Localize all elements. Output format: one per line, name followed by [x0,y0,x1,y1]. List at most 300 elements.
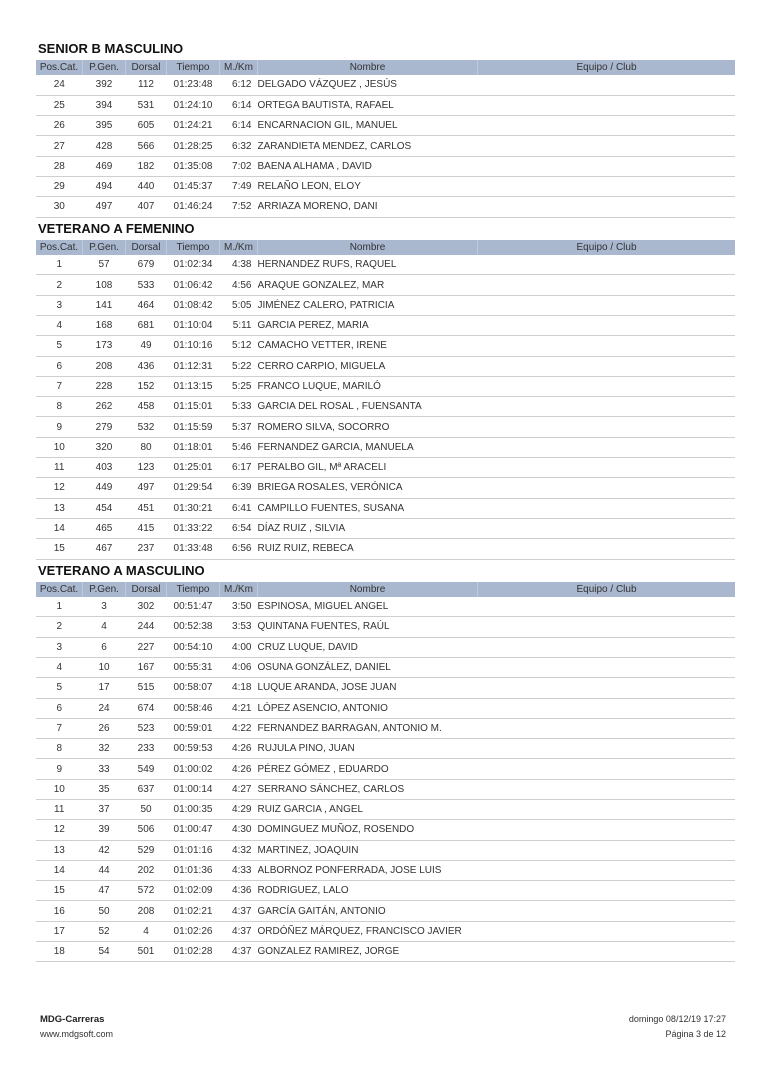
cell-tiempo: 01:02:21 [173,905,213,917]
cell-dorsal: 501 [137,946,155,958]
table-header-row [36,582,735,597]
cell-p-gen: 228 [95,381,113,392]
cell-dorsal: 572 [137,885,155,897]
cell-equipo [478,176,736,196]
cell-equipo [478,820,736,840]
cell-nombre: RODRIGUEZ, LALO [257,885,349,897]
cell-m-km: 6:12 [232,79,252,91]
cell-m-km: 4:06 [232,662,252,674]
cell-p-gen: 465 [95,523,113,535]
cell-dorsal: 458 [137,401,155,413]
cell-pos-cat: 12 [53,824,65,836]
cell-m-km: 4:21 [232,702,252,714]
cell-nombre: PERALBO GIL, Mª ARACELI [257,462,387,474]
table-row [36,881,735,901]
cell-nombre: CRUZ LUQUE, DAVID [257,641,358,653]
cell-dorsal: 302 [137,600,155,612]
cell-dorsal: 49 [140,340,152,352]
cell-tiempo: 01:46:24 [173,201,213,213]
table-row [36,759,735,779]
cell-tiempo: 01:02:34 [173,258,213,270]
cell-nombre: ARAQUE GONZALEZ, MAR [257,279,385,291]
table-row [36,637,735,657]
cell-pos-cat: 14 [53,865,65,877]
cell-m-km: 5:46 [232,441,252,453]
cell-tiempo: 01:00:14 [173,783,213,795]
cell-nombre: PÉREZ GÓMEZ , EDUARDO [257,763,389,775]
cell-m-km: 6:41 [232,502,252,514]
cell-p-gen: 26 [98,722,110,734]
cell-dorsal: 436 [137,360,155,372]
cell-pos-cat: 25 [53,99,65,111]
cell-tiempo: 00:51:47 [173,600,213,612]
category-title: VETERANO A FEMENINO [38,220,195,236]
table-row [36,518,735,538]
cell-tiempo: 01:01:36 [173,865,213,877]
cell-tiempo: 01:23:48 [173,79,213,91]
cell-tiempo: 01:10:04 [173,320,213,332]
cell-m-km: 6:17 [232,462,252,474]
col-header-tiempo: Tiempo [167,582,220,597]
cell-p-gen: 494 [95,181,113,193]
cell-p-gen: 428 [95,140,113,152]
footer-website-link[interactable]: www.mdgsoft.com [40,1029,114,1039]
table-row [36,315,735,335]
cell-dorsal: 637 [137,783,155,795]
cell-m-km: 4:37 [232,905,252,917]
cell-dorsal: 167 [137,662,155,674]
cell-tiempo: 01:35:08 [173,160,213,172]
cell-m-km: 6:56 [232,543,252,555]
cell-equipo [478,315,736,335]
cell-pos-cat: 12 [53,482,65,494]
cell-p-gen: 497 [95,201,113,213]
table-row [36,657,735,677]
cell-nombre: RUJULA PINO, JUAN [257,743,355,755]
table-row [36,116,735,136]
cell-tiempo: 00:52:38 [173,621,213,633]
table-row [36,942,735,962]
cell-m-km: 6:14 [232,120,252,132]
cell-nombre: JIMÉNEZ CALERO, PATRICIA [257,299,395,311]
cell-pos-cat: 14 [53,523,65,535]
cell-p-gen: 24 [98,702,110,714]
cell-equipo [478,136,736,156]
cell-nombre: GARCÍA GAITÁN, ANTONIO [257,905,386,917]
cell-dorsal: 674 [137,702,155,714]
cell-p-gen: 403 [95,462,113,474]
cell-p-gen: 50 [98,905,110,917]
cell-m-km: 4:36 [232,885,252,897]
cell-dorsal: 440 [137,181,155,193]
cell-pos-cat: 2 [56,279,63,291]
cell-tiempo: 01:24:21 [173,120,213,132]
cell-pos-cat: 13 [53,502,65,514]
cell-equipo [478,881,736,901]
table-row [36,397,735,417]
cell-pos-cat: 7 [56,722,63,734]
cell-m-km: 4:00 [232,641,252,653]
cell-pos-cat: 10 [53,783,65,795]
cell-equipo [478,759,736,779]
cell-equipo [478,356,736,376]
cell-pos-cat: 29 [53,181,65,193]
cell-dorsal: 4 [143,925,149,937]
table-row [36,860,735,880]
cell-nombre: DOMINGUEZ MUÑOZ, ROSENDO [257,824,415,836]
cell-p-gen: 4 [101,621,107,633]
cell-tiempo: 00:54:10 [173,641,213,653]
table-row [36,498,735,518]
cell-dorsal: 208 [137,905,155,917]
cell-m-km: 3:53 [232,621,252,633]
table-row [36,417,735,437]
cell-nombre: ARRIAZA MORENO, DANI [257,201,378,213]
table-row [36,136,735,156]
results-table [36,240,735,560]
cell-equipo [478,657,736,677]
cell-equipo [478,901,736,921]
table-row [36,597,735,617]
cell-m-km: 4:29 [232,804,252,816]
cell-pos-cat: 3 [56,641,63,653]
col-header-m-km: M./Km [220,240,258,255]
cell-tiempo: 01:18:01 [173,441,213,453]
cell-equipo [478,275,736,295]
table-header-row [36,60,735,75]
table-row [36,478,735,498]
col-header-equipo: Equipo / Club [576,62,637,73]
table-row [36,197,735,217]
cell-pos-cat: 13 [53,844,65,856]
cell-pos-cat: 16 [53,905,65,917]
cell-equipo [478,698,736,718]
cell-pos-cat: 4 [56,320,63,332]
cell-tiempo: 00:59:01 [173,722,213,734]
cell-tiempo: 01:15:59 [173,421,213,433]
cell-pos-cat: 8 [56,401,63,413]
cell-nombre: BRIEGA ROSALES, VERÓNICA [257,482,403,494]
cell-p-gen: 467 [95,543,113,555]
cell-equipo [478,718,736,738]
cell-nombre: RUIZ RUIZ, REBECA [257,543,354,555]
cell-m-km: 5:12 [232,340,252,352]
cell-pos-cat: 15 [53,543,65,555]
cell-dorsal: 112 [138,79,154,91]
cell-m-km: 7:02 [232,160,252,172]
table-row [36,718,735,738]
cell-pos-cat: 6 [56,702,63,714]
footer-brand: MDG-Carreras [40,1014,105,1025]
cell-dorsal: 50 [140,804,152,816]
col-header-pos-cat: Pos.Cat. [36,582,83,597]
cell-dorsal: 506 [137,824,155,836]
cell-nombre: CERRO CARPIO, MIGUELA [257,360,386,372]
cell-m-km: 4:37 [232,946,252,958]
table-row [36,336,735,356]
cell-pos-cat: 10 [53,441,65,453]
cell-tiempo: 01:01:16 [173,844,213,856]
cell-equipo [478,458,736,478]
cell-p-gen: 449 [95,482,113,494]
footer-page-number: Página 3 de 12 [665,1029,726,1039]
results-table [36,582,735,963]
cell-p-gen: 108 [95,279,113,291]
cell-dorsal: 566 [137,140,155,152]
col-header-tiempo: Tiempo [167,240,220,255]
category-section [36,38,730,218]
cell-tiempo: 01:13:15 [173,381,213,392]
cell-dorsal: 415 [137,523,155,535]
cell-nombre: RELAÑO LEON, ELOY [257,181,361,193]
cell-dorsal: 605 [137,120,155,132]
cell-tiempo: 01:08:42 [173,299,213,311]
table-row [36,539,735,559]
cell-dorsal: 182 [137,160,155,172]
col-header-pos-cat: Pos.Cat. [36,240,83,255]
cell-tiempo: 00:58:07 [173,682,213,694]
cell-nombre: GARCIA DEL ROSAL , FUENSANTA [257,401,422,413]
cell-tiempo: 01:33:48 [173,543,213,555]
cell-equipo [478,156,736,176]
cell-tiempo: 01:45:37 [173,181,213,193]
cell-nombre: OSUNA GONZÁLEZ, DANIEL [257,662,391,674]
footer-left [40,1012,113,1042]
col-header-p-gen: P.Gen. [83,60,126,75]
table-row [36,820,735,840]
cell-p-gen: 54 [98,946,110,958]
cell-p-gen: 37 [98,804,110,816]
cell-equipo [478,397,736,417]
cell-equipo [478,800,736,820]
cell-tiempo: 00:55:31 [173,662,213,674]
cell-nombre: ALBORNOZ PONFERRADA, JOSE LUIS [257,865,442,877]
cell-m-km: 7:52 [232,201,252,213]
cell-p-gen: 10 [98,662,110,674]
cell-p-gen: 262 [95,401,113,413]
category-title: VETERANO A MASCULINO [38,562,205,578]
table-row [36,458,735,478]
cell-m-km: 5:05 [232,299,252,311]
cell-nombre: LÓPEZ ASENCIO, ANTONIO [257,702,388,714]
cell-equipo [478,779,736,799]
cell-m-km: 4:30 [232,824,252,836]
cell-nombre: MARTINEZ, JOAQUIN [257,844,359,856]
col-header-nombre: Nombre [258,60,478,75]
cell-equipo [478,739,736,759]
cell-p-gen: 320 [95,441,113,453]
cell-dorsal: 533 [137,279,155,291]
cell-tiempo: 01:30:21 [173,502,213,514]
cell-equipo [478,437,736,457]
cell-p-gen: 454 [95,502,113,514]
col-header-equipo: Equipo / Club [576,583,637,595]
cell-tiempo: 01:00:47 [173,824,213,836]
col-header-m-km: M./Km [220,582,258,597]
cell-tiempo: 00:58:46 [173,702,213,714]
cell-equipo [478,295,736,315]
col-header-p-gen: P.Gen. [83,240,126,255]
cell-tiempo: 01:15:01 [173,401,213,413]
cell-m-km: 5:33 [232,401,252,413]
cell-pos-cat: 5 [56,682,63,694]
cell-pos-cat: 7 [56,381,63,392]
cell-pos-cat: 1 [56,258,63,270]
cell-m-km: 6:39 [232,482,252,494]
col-header-tiempo: Tiempo [167,60,220,75]
cell-equipo [478,597,736,617]
cell-p-gen: 279 [95,421,113,433]
cell-dorsal: 451 [137,502,155,514]
cell-pos-cat: 27 [53,140,65,152]
cell-tiempo: 01:02:09 [173,885,213,897]
table-row [36,698,735,718]
cell-p-gen: 57 [98,258,110,270]
cell-equipo [478,539,736,559]
cell-equipo [478,678,736,698]
cell-p-gen: 6 [101,641,107,653]
cell-tiempo: 01:25:01 [173,462,213,474]
cell-tiempo: 01:00:35 [173,804,213,816]
cell-tiempo: 01:12:31 [173,360,213,372]
table-row [36,840,735,860]
cell-tiempo: 01:00:02 [173,763,213,775]
cell-m-km: 5:37 [232,421,252,433]
cell-m-km: 4:27 [232,783,252,795]
cell-pos-cat: 5 [56,340,63,352]
cell-m-km: 4:26 [232,743,252,755]
cell-dorsal: 227 [137,641,155,653]
cell-tiempo: 01:02:26 [173,925,213,937]
cell-nombre: DÍAZ RUIZ , SILVIA [257,523,346,535]
cell-p-gen: 32 [98,743,110,755]
cell-p-gen: 208 [95,360,113,372]
cell-p-gen: 44 [98,865,110,877]
cell-nombre: FRANCO LUQUE, MARILÓ [257,381,381,392]
cell-equipo [478,478,736,498]
table-row [36,739,735,759]
cell-tiempo: 00:59:53 [173,743,213,755]
cell-equipo [478,860,736,880]
table-row [36,901,735,921]
cell-nombre: GARCIA PEREZ, MARIA [257,320,369,332]
cell-p-gen: 392 [95,79,113,91]
cell-equipo [478,518,736,538]
cell-pos-cat: 4 [56,662,63,674]
cell-tiempo: 01:33:22 [173,523,213,535]
footer-right [629,1012,726,1042]
cell-p-gen: 17 [98,682,110,694]
cell-m-km: 5:25 [232,381,252,392]
table-row [36,75,735,95]
cell-nombre: ZARANDIETA MENDEZ, CARLOS [257,140,412,152]
cell-pos-cat: 30 [53,201,65,213]
cell-nombre: DELGADO VÁZQUEZ , JESÚS [257,79,397,91]
cell-pos-cat: 28 [53,160,65,172]
cell-equipo [478,116,736,136]
cell-dorsal: 202 [137,865,155,877]
cell-p-gen: 33 [98,763,110,775]
cell-pos-cat: 24 [53,79,65,91]
cell-p-gen: 39 [98,824,110,836]
table-body [36,75,735,217]
cell-nombre: GONZALEZ RAMIREZ, JORGE [257,946,400,958]
cell-pos-cat: 9 [56,763,63,775]
cell-pos-cat: 9 [56,421,63,433]
cell-tiempo: 01:02:28 [173,946,213,958]
cell-dorsal: 80 [140,441,152,453]
col-header-p-gen: P.Gen. [83,582,126,597]
cell-m-km: 5:11 [232,320,252,332]
col-header-nombre: Nombre [258,240,478,255]
cell-dorsal: 244 [137,621,155,633]
table-row [36,95,735,115]
cell-pos-cat: 6 [56,360,63,372]
cell-nombre: FERNANDEZ BARRAGAN, ANTONIO M. [257,722,442,734]
cell-equipo [478,417,736,437]
cell-p-gen: 173 [95,340,113,352]
table-row [36,617,735,637]
cell-pos-cat: 17 [53,925,65,937]
cell-nombre: ROMERO SILVA, SOCORRO [257,421,390,433]
table-row [36,255,735,275]
cell-p-gen: 168 [95,320,113,332]
cell-p-gen: 52 [98,925,110,937]
cell-tiempo: 01:10:16 [173,340,213,352]
cell-equipo [478,255,736,275]
cell-m-km: 3:50 [232,600,252,612]
table-row [36,921,735,941]
cell-m-km: 6:54 [232,523,252,535]
col-header-dorsal: Dorsal [126,240,167,255]
cell-pos-cat: 15 [53,885,65,897]
table-row [36,356,735,376]
cell-tiempo: 01:28:25 [173,140,213,152]
cell-pos-cat: 11 [54,462,65,474]
table-row [36,376,735,396]
cell-tiempo: 01:29:54 [173,482,213,494]
cell-equipo [478,95,736,115]
footer-datetime: domingo 08/12/19 17:27 [628,1014,726,1024]
cell-nombre: ENCARNACION GIL, MANUEL [257,120,398,132]
cell-pos-cat: 11 [54,804,65,816]
col-header-nombre: Nombre [258,582,478,597]
cell-m-km: 6:14 [232,99,252,111]
cell-nombre: LUQUE ARANDA, JOSE JUAN [257,682,397,694]
cell-nombre: CAMACHO VETTER, IRENE [257,340,387,352]
cell-dorsal: 681 [137,320,155,332]
table-row [36,275,735,295]
cell-nombre: ESPINOSA, MIGUEL ANGEL [257,600,389,612]
cell-p-gen: 35 [98,783,110,795]
results-table [36,60,735,218]
cell-nombre: RUIZ GARCIA , ANGEL [257,804,364,816]
cell-pos-cat: 2 [56,621,63,633]
col-header-dorsal: Dorsal [126,60,167,75]
cell-dorsal: 464 [137,299,155,311]
col-header-pos-cat: Pos.Cat. [36,60,83,75]
cell-dorsal: 532 [137,421,155,433]
cell-m-km: 7:49 [232,181,252,193]
table-row [36,437,735,457]
cell-nombre: BAENA ALHAMA , DAVID [257,160,372,172]
cell-p-gen: 42 [98,844,110,856]
cell-m-km: 4:26 [232,763,252,775]
cell-nombre: CAMPILLO FUENTES, SUSANA [257,502,405,514]
cell-nombre: QUINTANA FUENTES, RAÚL [257,621,390,633]
cell-m-km: 6:32 [232,140,252,152]
cell-dorsal: 233 [137,743,155,755]
